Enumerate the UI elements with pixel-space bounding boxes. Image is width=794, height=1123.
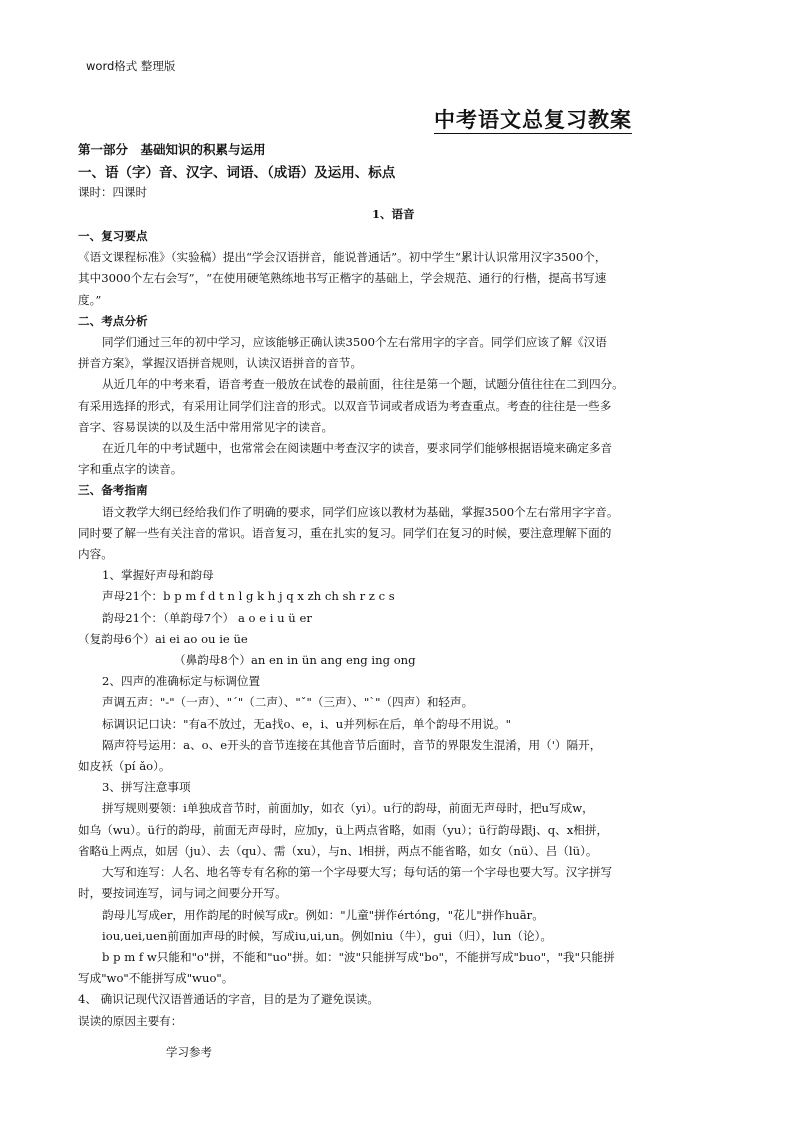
- body-text-line: 同时要了解一些有关注音的常识。语音复习，重在扎实的复习。同学们在复习的时候，要注意理解下面的: [78, 525, 612, 540]
- body-text-line: 从近几年的中考来看，语音考查一般放在试卷的最前面，往往是第一个题，试题分值往往在二到四分。: [102, 377, 624, 392]
- part-heading: 第一部分 基础知识的积累与运用: [78, 142, 266, 157]
- body-text-line: 时，要按词连写，词与词之间要分开写。: [78, 886, 287, 901]
- body-text-line: 拼音方案》，掌握汉语拼音规则，认读汉语拼音的音节。: [78, 356, 363, 371]
- body-text-line: 声母21个：b p m f d t n l g k h j q x zh ch sh r z c s: [102, 589, 395, 604]
- subsection-heading: 1、语音: [372, 207, 415, 221]
- body-text-line: 2、四声的准确标定与标调位置: [102, 674, 261, 689]
- document-body: [78, 226, 718, 1032]
- body-text-line: 内容。: [78, 547, 113, 562]
- body-text-line: 误读的原因主要有：: [78, 1013, 183, 1028]
- body-text-line: b p m f w只能和"o"拼，不能和"uo"拼。如："波"只能拼写成"bo"，不能拼写成"buo"，"我"只能拼: [102, 949, 615, 964]
- body-text-line: 音字、容易误读的以及生活中常用常见字的读音。: [78, 419, 334, 434]
- body-text-line: 如乌（wu）。ü行的韵母，前面无声母时，应加y，ü上两点省略，如雨（yu）；ü行韵母跟j、q、x相拼，: [78, 822, 609, 837]
- body-text-line: （复韵母6个）ai ei ao ou ie üe: [78, 631, 248, 646]
- body-text-line: （鼻韵母8个）an en in ün ang eng ing ong: [174, 653, 416, 668]
- body-text-line: 隔声符号运用：a、o、e开头的音节连接在其他音节后面时，音节的界限发生混淆，用（'）隔开，: [102, 737, 602, 752]
- body-text-line: 写成"wo"不能拼写成"wuo"。: [78, 971, 234, 986]
- section-heading-line: 三、备考指南: [78, 483, 148, 498]
- body-text-line: 韵母21个：（单韵母7个） a o e i u ü er: [102, 610, 312, 625]
- body-text-line: 《语文课程标准》（实验稿）提出“学会汉语拼音，能说普通话”。初中学生“累计认识常用汉字3500个，: [78, 250, 607, 265]
- body-text-line: 有采用选择的形式，有采用让同学们注音的形式。以双音节词或者成语为考查重点。考查的往往是一些多: [78, 398, 612, 413]
- section-heading-line: 二、考点分析: [78, 313, 148, 328]
- page-header: word格式 整理版: [86, 59, 176, 73]
- body-text-line: 语文教学大纲已经给我们作了明确的要求，同学们应该以教材为基础，掌握3500个左右常用字字音。: [102, 504, 619, 519]
- body-text-line: 大写和连写：人名、地名等专有名称的第一个字母要大写；每句话的第一个字母也要大写。汉字拼写: [102, 865, 613, 880]
- body-text-line: 标调识记口诀："有a不放过，无a找o、e，i、u并列标在后，单个韵母不用说。": [102, 716, 511, 731]
- body-text-line: 其中3000个左右会写”，“在使用硬笔熟练地书写正楷字的基础上，学会规范、通行的行楷，提高书写速: [78, 271, 607, 286]
- section-heading: 一、语（字）音、汉字、词语、（成语）及运用、标点: [78, 165, 396, 181]
- body-text-line: 韵母儿写成er，用作韵尾的时候写成r。例如："儿童"拼作értóng，"花儿"拼作huār。: [102, 907, 544, 922]
- body-text-line: 在近几年的中考试题中，也常常会在阅读题中考查汉字的读音，要求同学们能够根据语境来确定多音: [102, 441, 613, 456]
- body-text-line: 1、掌握好声母和韵母: [102, 568, 214, 583]
- document-title-text: 中考语文总复习教案: [434, 107, 632, 132]
- body-text-line: 3、拼写注意事项: [102, 780, 191, 795]
- body-text-line: 拼写规则要领：i单独成音节时，前面加y，如衣（yi）。u行的韵母，前面无声母时，把u写成w，: [102, 801, 594, 816]
- document-title: [0, 104, 632, 134]
- body-text-line: 声调五声："-"（一声）、"ˊ"（二声）、"ˇ"（三声）、"ˋ"（四声）和轻声。: [102, 695, 474, 710]
- class-hours: 课时：四课时: [78, 185, 147, 199]
- body-text-line: 省略ü上两点，如居（ju）、去（qu）、需（xu），与n、l相拼，两点不能省略，如女（nü）、吕（lü）。: [78, 843, 598, 858]
- section-heading-line: 一、复习要点: [78, 229, 148, 243]
- body-text-line: 同学们通过三年的初中学习，应该能够正确认读3500个左右常用字的字音。同学们应该了解《汉语: [102, 335, 607, 350]
- body-text-line: 如皮袄（pí ǎo）。: [78, 759, 171, 774]
- body-text-line: 4、 确识记现代汉语普通话的字音，目的是为了避免误读。: [78, 992, 379, 1007]
- page-footer: 学习参考: [166, 1045, 212, 1059]
- body-text-line: 字和重点字的读音。: [78, 462, 183, 477]
- body-text-line: iou,uei,uen前面加声母的时候，写成iu,ui,un。例如niu（牛），gui（归），lun（论）。: [102, 928, 552, 943]
- body-text-line: 度。”: [78, 292, 102, 307]
